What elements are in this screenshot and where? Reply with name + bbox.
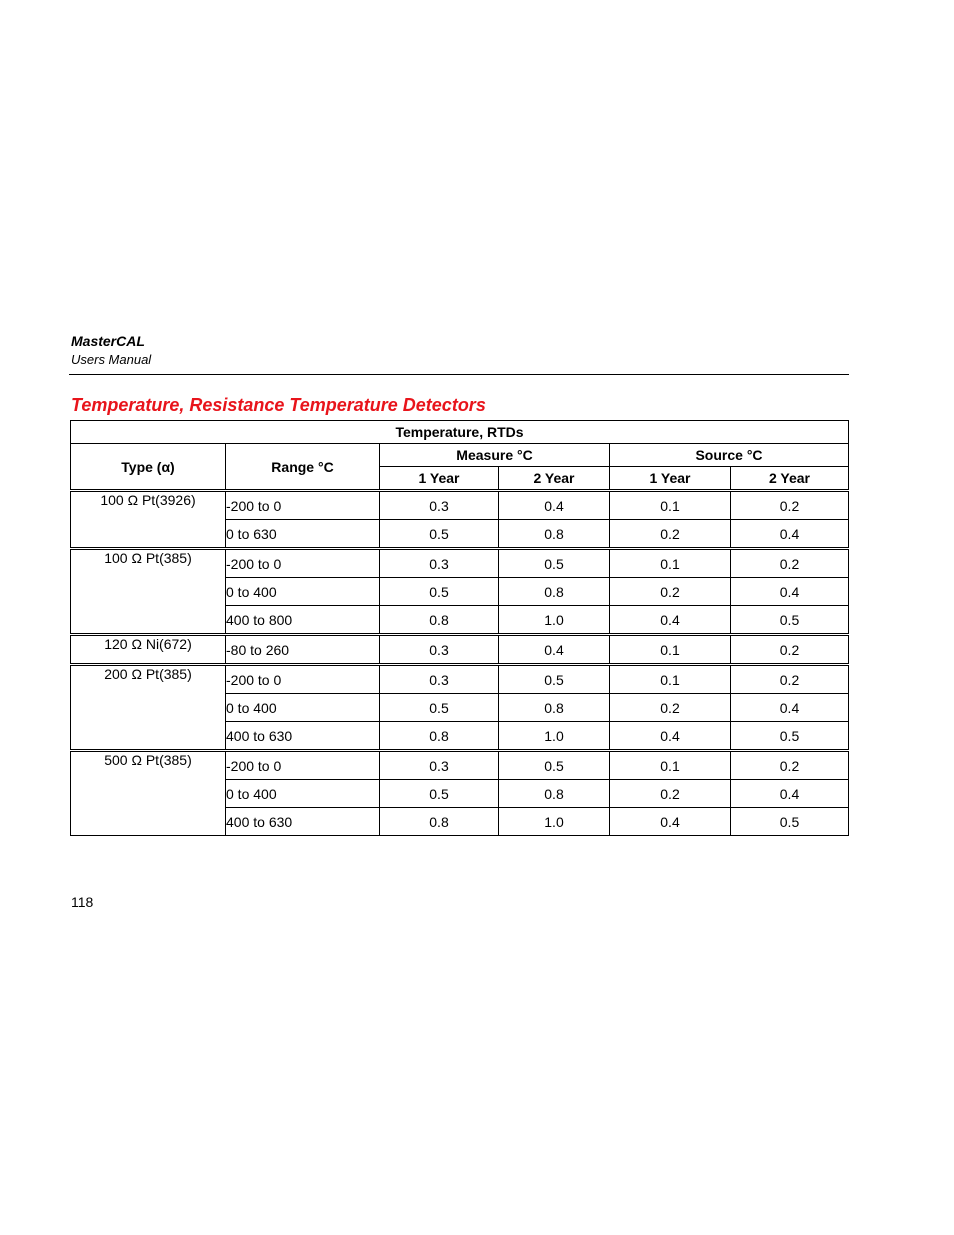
column-group-source: Source °C — [610, 444, 849, 467]
measure-1year-cell: 0.8 — [380, 606, 499, 635]
measure-1year-cell: 0.5 — [380, 780, 499, 808]
source-2year-cell: 0.2 — [731, 549, 849, 578]
measure-1year-cell: 0.5 — [380, 520, 499, 549]
measure-2year-cell: 0.5 — [499, 665, 610, 694]
table-row — [71, 665, 849, 694]
source-2year-cell: 0.5 — [731, 808, 849, 836]
range-cell: 0 to 400 — [226, 780, 380, 808]
source-1year-cell: 0.2 — [610, 780, 731, 808]
column-header-measure-1year: 1 Year — [380, 467, 499, 491]
source-1year-cell: 0.1 — [610, 635, 731, 665]
measure-1year-cell: 0.5 — [380, 694, 499, 722]
source-1year-cell: 0.2 — [610, 520, 731, 549]
range-cell: -80 to 260 — [226, 635, 380, 665]
measure-1year-cell: 0.3 — [380, 665, 499, 694]
rtd-type-cell: 200 Ω Pt(385) — [71, 665, 226, 751]
measure-1year-cell: 0.5 — [380, 578, 499, 606]
source-2year-cell: 0.5 — [731, 606, 849, 635]
range-cell: -200 to 0 — [226, 665, 380, 694]
source-2year-cell: 0.4 — [731, 520, 849, 549]
page-number: 118 — [71, 894, 94, 910]
rtd-type-cell: 100 Ω Pt(385) — [71, 549, 226, 635]
product-name: MasterCAL — [71, 333, 145, 349]
source-2year-cell: 0.5 — [731, 722, 849, 751]
manual-subtitle: Users Manual — [71, 352, 152, 367]
table-caption: Temperature, RTDs — [71, 421, 849, 444]
range-cell: -200 to 0 — [226, 549, 380, 578]
rtd-spec-table — [70, 420, 849, 836]
source-1year-cell: 0.4 — [610, 808, 731, 836]
column-header-measure-2year: 2 Year — [499, 467, 610, 491]
column-header-range: Range °C — [226, 444, 380, 491]
table-row — [71, 635, 849, 665]
column-header-source-1year: 1 Year — [610, 467, 731, 491]
measure-1year-cell: 0.3 — [380, 635, 499, 665]
rtd-type-cell: 500 Ω Pt(385) — [71, 751, 226, 836]
measure-1year-cell: 0.3 — [380, 549, 499, 578]
measure-2year-cell: 0.8 — [499, 780, 610, 808]
header-rule — [69, 374, 849, 375]
range-cell: 0 to 400 — [226, 694, 380, 722]
range-cell: 0 to 630 — [226, 520, 380, 549]
table-row — [71, 491, 849, 520]
source-1year-cell: 0.2 — [610, 578, 731, 606]
range-cell: 400 to 800 — [226, 606, 380, 635]
measure-2year-cell: 1.0 — [499, 808, 610, 836]
measure-1year-cell: 0.8 — [380, 808, 499, 836]
measure-1year-cell: 0.8 — [380, 722, 499, 751]
column-header-source-2year: 2 Year — [731, 467, 849, 491]
source-1year-cell: 0.1 — [610, 549, 731, 578]
measure-1year-cell: 0.3 — [380, 751, 499, 780]
measure-2year-cell: 0.4 — [499, 635, 610, 665]
measure-2year-cell: 0.5 — [499, 549, 610, 578]
section-title: Temperature, Resistance Temperature Detectors — [71, 395, 486, 415]
source-2year-cell: 0.2 — [731, 665, 849, 694]
table-row — [71, 549, 849, 578]
source-2year-cell: 0.2 — [731, 751, 849, 780]
range-cell: 400 to 630 — [226, 722, 380, 751]
column-group-measure: Measure °C — [380, 444, 610, 467]
column-header-type: Type (α) — [71, 444, 226, 491]
range-cell: 0 to 400 — [226, 578, 380, 606]
source-1year-cell: 0.2 — [610, 694, 731, 722]
source-1year-cell: 0.1 — [610, 665, 731, 694]
measure-2year-cell: 0.8 — [499, 694, 610, 722]
rtd-type-cell: 120 Ω Ni(672) — [71, 635, 226, 665]
source-2year-cell: 0.2 — [731, 635, 849, 665]
source-2year-cell: 0.4 — [731, 578, 849, 606]
source-1year-cell: 0.1 — [610, 491, 731, 520]
source-1year-cell: 0.1 — [610, 751, 731, 780]
measure-2year-cell: 0.5 — [499, 751, 610, 780]
measure-2year-cell: 0.4 — [499, 491, 610, 520]
source-1year-cell: 0.4 — [610, 606, 731, 635]
range-cell: 400 to 630 — [226, 808, 380, 836]
measure-2year-cell: 0.8 — [499, 520, 610, 549]
table-row — [71, 751, 849, 780]
measure-2year-cell: 1.0 — [499, 606, 610, 635]
measure-2year-cell: 1.0 — [499, 722, 610, 751]
range-cell: -200 to 0 — [226, 751, 380, 780]
measure-1year-cell: 0.3 — [380, 491, 499, 520]
source-2year-cell: 0.2 — [731, 491, 849, 520]
range-cell: -200 to 0 — [226, 491, 380, 520]
rtd-type-cell: 100 Ω Pt(3926) — [71, 491, 226, 549]
measure-2year-cell: 0.8 — [499, 578, 610, 606]
source-1year-cell: 0.4 — [610, 722, 731, 751]
source-2year-cell: 0.4 — [731, 780, 849, 808]
source-2year-cell: 0.4 — [731, 694, 849, 722]
